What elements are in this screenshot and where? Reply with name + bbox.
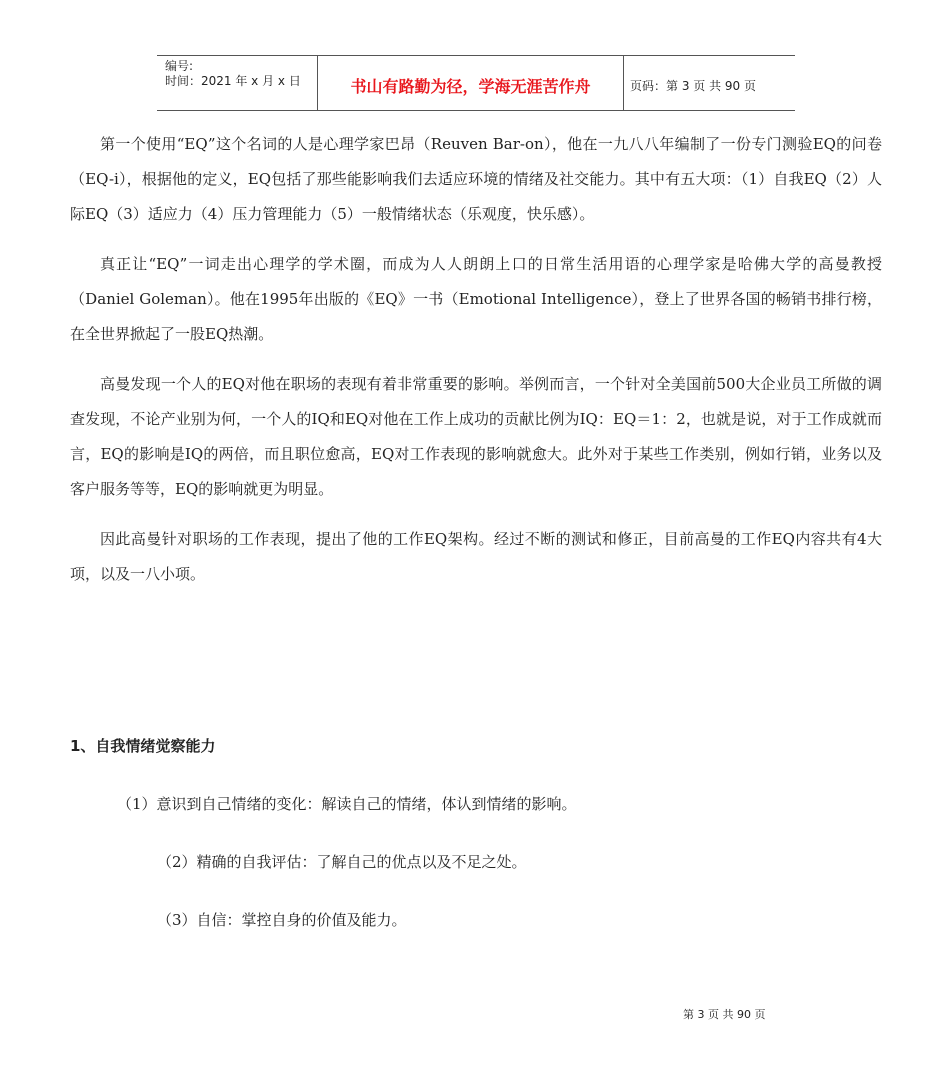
number-label: 编号: xyxy=(165,59,194,73)
paragraph-3: 高曼发现一个人的EQ对他在职场的表现有着非常重要的影响。举例而言，一个针对全美国前500大企业员工所做的调查发现，不论产业别为何，一个人的IQ和EQ对他在工作上成功的贡献比例为IQ：EQ＝1：2，也就是说，对于工作成就而言，EQ的影响是IQ的两倍，而且职位愈高，EQ对工作表现的影响就愈大。此外对于某些工作类别，例如行销，业务以及客户服务等等，EQ的影响就更为明显。 xyxy=(70,375,882,498)
section-heading: 1、自我情绪觉察能力 xyxy=(70,737,216,755)
paragraph-2: 真正让“EQ”一词走出心理学的学术圈，而成为人人朗朗上口的日常生活用语的心理学家是哈佛大学的高曼教授（Daniel Goleman）。他在1995年出版的《EQ》一书（Emotional Intelligence），登上了世界各国的畅销书排行榜，在全世界掀起了一股EQ热潮。 xyxy=(70,255,882,343)
paragraph-1: 第一个使用“EQ”这个名词的人是心理学家巴昂（Reuven Bar-on），他在一九八八年编制了一份专门测验EQ的问卷（EQ-i），根据他的定义，EQ包括了那些能影响我们去适应环境的情绪及社交能力。其中有五大项：（1）自我EQ（2）人际EQ（3）适应力（4）压力管理能力（5）一般情绪状态（乐观度，快乐感）。 xyxy=(70,135,882,223)
time-label: 时间：2021 年 x 月 x 日 xyxy=(165,74,301,88)
list-item-3: （3）自信：掌控自身的价值及能力。 xyxy=(157,911,407,929)
header-meta xyxy=(157,56,318,110)
paragraph-4: 因此高曼针对职场的工作表现，提出了他的工作EQ架构。经过不断的测试和修正，目前高曼的工作EQ内容共有4大项，以及一八小项。 xyxy=(70,530,882,583)
header-page-code: 页码：第 3 页 共 90 页 xyxy=(630,78,756,93)
document-body xyxy=(70,127,882,592)
list-item-1: （1）意识到自己情绪的变化：解读自己的情绪，体认到情绪的影响。 xyxy=(117,795,577,813)
page-footer: 第 3 页 共 90 页 xyxy=(683,1008,766,1021)
header-motto: 书山有路勤为径，学海无涯苦作舟 xyxy=(318,56,624,110)
page-header xyxy=(157,55,795,111)
list-item-2: （2）精确的自我评估：了解自己的优点以及不足之处。 xyxy=(157,853,527,871)
